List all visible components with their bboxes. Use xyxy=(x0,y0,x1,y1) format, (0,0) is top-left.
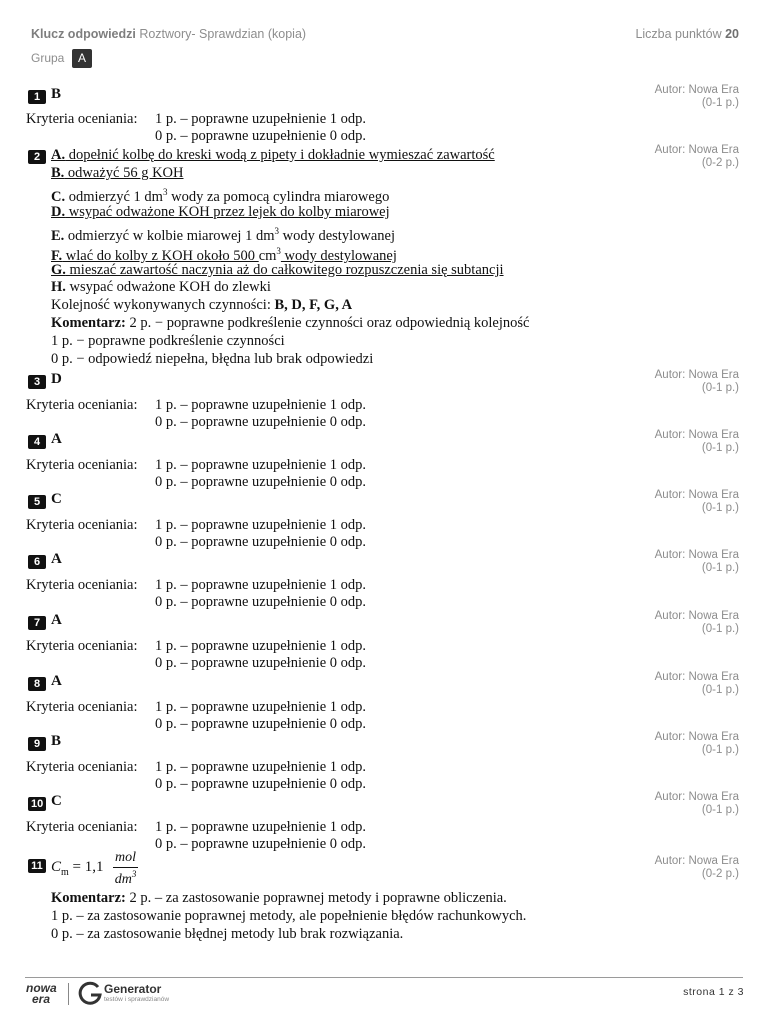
comment-line xyxy=(51,314,529,332)
step-letter: E. xyxy=(51,228,65,244)
question-number: 1 xyxy=(28,90,46,104)
question-number: 4 xyxy=(28,435,46,449)
comment-line xyxy=(51,889,507,907)
criteria-zero: 0 p. – poprawne uzupełnienie 0 odp. xyxy=(155,716,367,732)
point-range: (0-2 p.) xyxy=(701,868,739,880)
author-info xyxy=(655,791,739,817)
answer: B xyxy=(51,86,62,102)
criteria-label: Kryteria oceniania: xyxy=(26,111,138,127)
step-a xyxy=(51,146,495,164)
author-info xyxy=(655,369,739,395)
generator-subtitle: testów i sprawdzianów xyxy=(104,996,170,1003)
question-number: 5 xyxy=(28,495,46,509)
fraction-bar xyxy=(113,867,138,868)
answer: A xyxy=(51,612,62,628)
criteria-full: 1 p. – poprawne uzupełnienie 1 odp. xyxy=(155,759,367,775)
criteria-zero: 0 p. – poprawne uzupełnienie 0 odp. xyxy=(155,655,367,671)
page-number: strona 1 z 3 xyxy=(683,986,744,998)
criteria-full: 1 p. – poprawne uzupełnienie 1 odp. xyxy=(155,638,367,654)
answer: C xyxy=(51,491,62,507)
answer: A xyxy=(51,673,62,689)
author-info xyxy=(655,144,739,170)
step-g xyxy=(51,261,504,279)
step-letter: F. xyxy=(51,248,63,264)
point-range: (0-1 p.) xyxy=(701,442,739,454)
document-title xyxy=(31,27,306,41)
logo-separator xyxy=(68,983,69,1005)
author-info xyxy=(655,671,739,697)
answer: B xyxy=(51,733,62,749)
step-text: wody destylowanej xyxy=(279,228,395,244)
footer-divider xyxy=(25,977,743,978)
comment-1p: 1 p. − poprawne podkreślenie czynności xyxy=(51,333,285,349)
author-name: Autor: Nowa Era xyxy=(654,671,739,683)
comment-label: Komentarz: xyxy=(51,890,126,906)
total-points xyxy=(635,27,739,41)
author-info xyxy=(655,489,739,515)
question-number: 7 xyxy=(28,616,46,630)
question-number: 3 xyxy=(28,375,46,389)
denominator-unit: dm xyxy=(114,872,132,887)
formula-subscript: m xyxy=(61,867,69,878)
author-info xyxy=(655,731,739,757)
criteria-label: Kryteria oceniania: xyxy=(26,397,138,413)
formula-symbol: C xyxy=(51,859,62,875)
formula-value: = 1,1 xyxy=(68,859,104,875)
author-name: Autor: Nowa Era xyxy=(654,144,739,156)
answer: D xyxy=(51,371,62,387)
answer: C xyxy=(51,793,62,809)
superscript: 3 xyxy=(274,226,279,236)
question-number: 11 xyxy=(28,859,46,873)
logo-word-2: era xyxy=(32,992,51,1006)
superscript: 3 xyxy=(162,187,168,197)
author-name: Autor: Nowa Era xyxy=(654,791,739,803)
order-label: Kolejność wykonywanych czynności: xyxy=(51,297,275,313)
title-rest: Roztwory- Sprawdzian (kopia) xyxy=(135,27,307,41)
step-text: dopełnić kolbę do kreski wodą z pipety i dokładnie wymieszać zawartość xyxy=(65,147,495,163)
comment-text: 2 p. − poprawne podkreślenie czynności oraz odpowiednią kolejność xyxy=(125,315,530,331)
comment-text: 2 p. – za zastosowanie poprawnej metody i poprawne obliczenia. xyxy=(125,890,507,906)
criteria-full: 1 p. – poprawne uzupełnienie 1 odp. xyxy=(155,819,367,835)
step-text: odmierzyć w kolbie miarowej 1 dm xyxy=(64,228,275,244)
question-number: 10 xyxy=(28,797,46,811)
comment-0p: 0 p. − odpowiedź niepełna, błędna lub brak odpowiedzi xyxy=(51,351,374,367)
criteria-full: 1 p. – poprawne uzupełnienie 1 odp. xyxy=(155,699,367,715)
criteria-zero: 0 p. – poprawne uzupełnienie 0 odp. xyxy=(155,534,367,550)
step-h xyxy=(51,278,271,296)
logo-word-1: nowa xyxy=(26,981,57,995)
criteria-label: Kryteria oceniania: xyxy=(26,457,138,473)
superscript: 3 xyxy=(131,869,137,879)
generator-title: Generator xyxy=(104,982,162,996)
generator-logo xyxy=(104,983,169,1004)
author-name: Autor: Nowa Era xyxy=(654,369,739,381)
step-d xyxy=(51,203,390,221)
step-letter: A. xyxy=(51,147,66,163)
author-name: Autor: Nowa Era xyxy=(654,731,739,743)
author-name: Autor: Nowa Era xyxy=(654,855,739,867)
point-range: (0-1 p.) xyxy=(701,623,739,635)
question-number: 6 xyxy=(28,555,46,569)
criteria-zero: 0 p. – poprawne uzupełnienie 0 odp. xyxy=(155,128,367,144)
step-letter: G. xyxy=(51,262,66,278)
comment-0p: 0 p. – za zastosowanie błędnej metody lub brak rozwiązania. xyxy=(51,926,404,942)
question-number: 2 xyxy=(28,150,46,164)
page-header xyxy=(31,27,739,43)
order-line xyxy=(51,296,352,314)
unit: cm xyxy=(258,248,277,264)
superscript: 3 xyxy=(276,246,281,256)
formula-fraction xyxy=(113,850,138,888)
comment-1p: 1 p. – za zastosowanie poprawnej metody, ale popełnienie błędów rachunkowych. xyxy=(51,908,527,924)
author-name: Autor: Nowa Era xyxy=(654,610,739,622)
step-letter: B. xyxy=(51,165,65,181)
point-range: (0-1 p.) xyxy=(701,562,739,574)
nowa-era-logo xyxy=(26,983,57,1005)
criteria-zero: 0 p. – poprawne uzupełnienie 0 odp. xyxy=(155,836,367,852)
fraction-numerator: mol xyxy=(115,850,136,865)
point-range: (0-1 p.) xyxy=(701,97,739,109)
author-info xyxy=(655,549,739,575)
step-text: wody za pomocą cylindra miarowego xyxy=(167,189,390,205)
fraction-denominator xyxy=(113,869,138,888)
criteria-full: 1 p. – poprawne uzupełnienie 1 odp. xyxy=(155,577,367,593)
title-bold: Klucz odpowiedzi xyxy=(31,27,136,41)
point-range: (0-2 p.) xyxy=(701,157,739,169)
step-text: odważyć 56 g KOH xyxy=(64,165,184,181)
criteria-label: Kryteria oceniania: xyxy=(26,819,138,835)
answer: A xyxy=(51,431,62,447)
criteria-full: 1 p. – poprawne uzupełnienie 1 odp. xyxy=(155,111,367,127)
criteria-label: Kryteria oceniania: xyxy=(26,517,138,533)
criteria-full: 1 p. – poprawne uzupełnienie 1 odp. xyxy=(155,457,367,473)
criteria-zero: 0 p. – poprawne uzupełnienie 0 odp. xyxy=(155,474,367,490)
point-range: (0-1 p.) xyxy=(701,382,739,394)
author-info xyxy=(655,610,739,636)
step-text: wlać do kolby z KOH około 500 xyxy=(62,248,259,264)
point-range: (0-1 p.) xyxy=(701,502,739,514)
point-range: (0-1 p.) xyxy=(701,684,739,696)
criteria-full: 1 p. – poprawne uzupełnienie 1 odp. xyxy=(155,397,367,413)
criteria-zero: 0 p. – poprawne uzupełnienie 0 odp. xyxy=(155,776,367,792)
points-label: Liczba punktów xyxy=(635,27,726,41)
criteria-label: Kryteria oceniania: xyxy=(26,577,138,593)
step-text: wsypać odważone KOH przez lejek do kolby miarowej xyxy=(65,204,390,220)
author-info xyxy=(655,84,739,110)
criteria-zero: 0 p. – poprawne uzupełnienie 0 odp. xyxy=(155,414,367,430)
group-badge: A xyxy=(72,49,92,68)
criteria-full: 1 p. – poprawne uzupełnienie 1 odp. xyxy=(155,517,367,533)
order-value: B, D, F, G, A xyxy=(274,297,353,313)
criteria-label: Kryteria oceniania: xyxy=(26,699,138,715)
generator-g-icon xyxy=(78,981,102,1005)
author-info xyxy=(655,429,739,455)
author-name: Autor: Nowa Era xyxy=(654,489,739,501)
step-text: wsypać odważone KOH do zlewki xyxy=(65,279,271,295)
author-name: Autor: Nowa Era xyxy=(654,549,739,561)
step-letter: H. xyxy=(51,279,66,295)
step-text: odmierzyć 1 dm xyxy=(65,189,163,205)
criteria-label: Kryteria oceniania: xyxy=(26,759,138,775)
point-range: (0-1 p.) xyxy=(701,744,739,756)
question-number: 8 xyxy=(28,677,46,691)
group-label: Grupa xyxy=(31,51,65,65)
author-name: Autor: Nowa Era xyxy=(654,84,739,96)
points-value: 20 xyxy=(725,27,739,41)
step-text: mieszać zawartość naczynia aż do całkowitego rozpuszczenia się subtancji xyxy=(65,262,504,278)
step-letter: D. xyxy=(51,204,66,220)
answer: A xyxy=(51,551,62,567)
step-b xyxy=(51,164,184,182)
question-number: 9 xyxy=(28,737,46,751)
comment-label: Komentarz: xyxy=(51,315,126,331)
point-range: (0-1 p.) xyxy=(701,804,739,816)
criteria-zero: 0 p. – poprawne uzupełnienie 0 odp. xyxy=(155,594,367,610)
step-text: wody destylowanej xyxy=(280,248,397,264)
step-letter: C. xyxy=(51,189,66,205)
criteria-label: Kryteria oceniania: xyxy=(26,638,138,654)
author-name: Autor: Nowa Era xyxy=(654,429,739,441)
concentration-formula xyxy=(51,850,137,887)
author-info xyxy=(655,855,739,881)
